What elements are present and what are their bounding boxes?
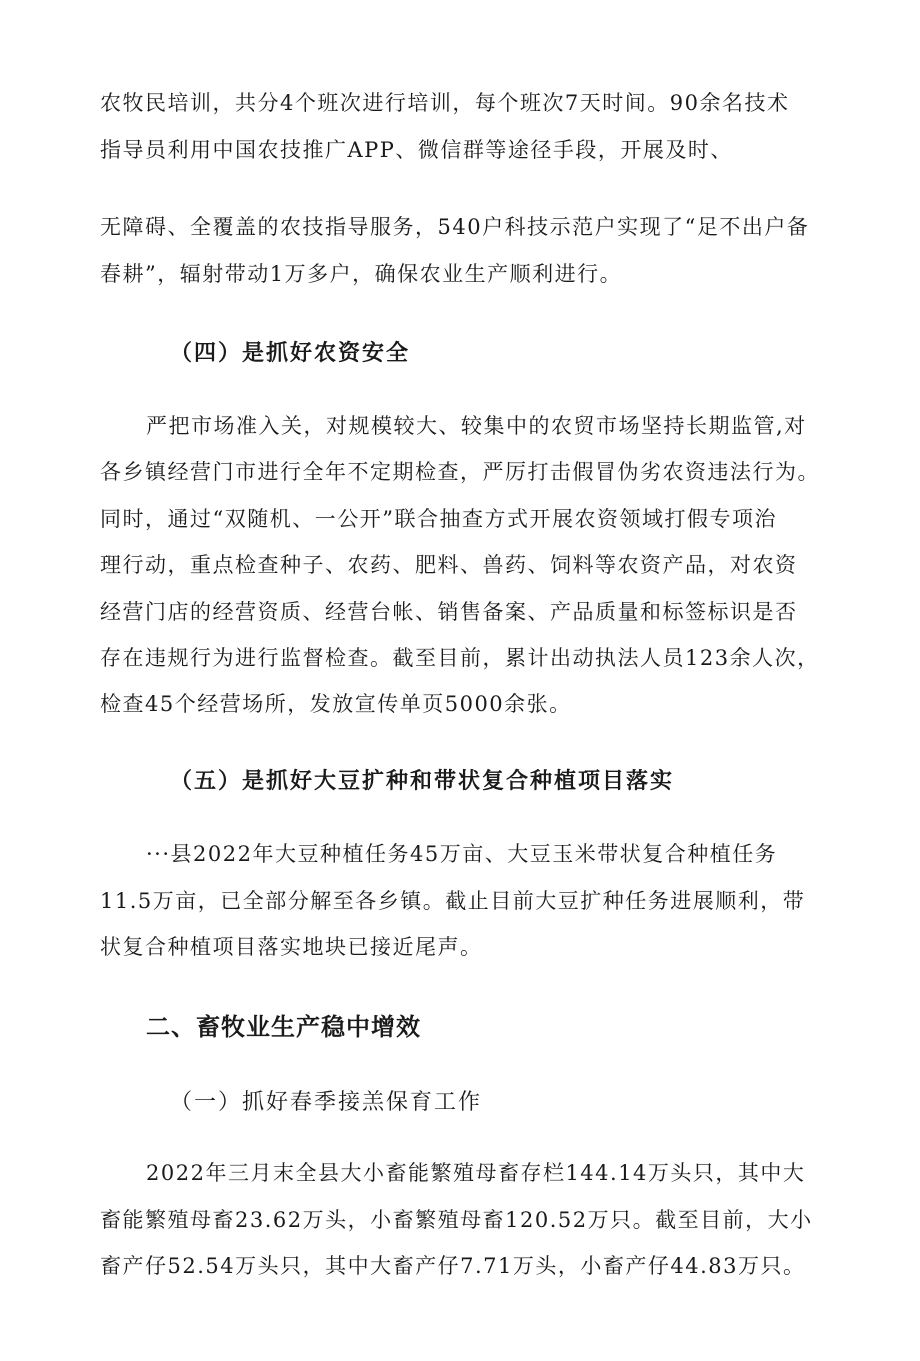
paragraph-line: 指导员利用中国农技推广APP、微信群等途径手段，开展及时、 xyxy=(100,138,733,162)
paragraph-line: 同时，通过“双随机、一公开”联合抽查方式开展农资领域打假专项治 xyxy=(100,507,777,531)
paragraph-line: 畜产仔52.54万头只，其中大畜产仔7.71万头，小畜产仔44.83万只。 xyxy=(100,1254,806,1278)
paragraph-line: 理行动，重点检查种子、农药、肥料、兽药、饲料等农资产品，对农资 xyxy=(100,553,798,577)
paragraph-line: 存在违规行为进行监督检查。截至目前，累计出动执法人员123余人次， xyxy=(100,646,820,670)
paragraph-line: 畜能繁殖母畜23.62万头，小畜繁殖母畜120.52万只。截至目前，大小 xyxy=(100,1208,813,1232)
paragraph-line: 各乡镇经营门市进行全年不定期检查，严厉打击假冒伪劣农资违法行为。 xyxy=(100,460,820,484)
paragraph-line: 11.5万亩，已全部分解至各乡镇。截止目前大豆扩种任务进展顺利，带 xyxy=(100,889,806,913)
paragraph-line: 无障碍、全覆盖的农技指导服务，540户科技示范户实现了“足不出户备 xyxy=(100,215,810,239)
paragraph-line: 2022年三月末全县大小畜能繁殖母畜存栏144.14万头只，其中大 xyxy=(146,1161,806,1185)
paragraph-line: 春耕”，辐射带动1万多户，确保农业生产顺利进行。 xyxy=(100,262,623,286)
subheading-four: （四）是抓好农资安全 xyxy=(170,340,411,366)
paragraph-line: 经营门店的经营资质、经营台帐、销售备案、产品质量和标签标识是否 xyxy=(100,600,798,624)
paragraph-line: 检查45个经营场所，发放宣传单页5000余张。 xyxy=(100,692,572,716)
section-heading: 二、畜牧业生产稳中增效 xyxy=(146,1013,421,1041)
paragraph-line: 严把市场准入关，对规模较大、较集中的农贸市场坚持长期监管,对 xyxy=(146,414,807,438)
subheading-five: （五）是抓好大豆扩种和带状复合种植项目落实 xyxy=(170,768,675,794)
paragraph-line: ···县2022年大豆种植任务45万亩、大豆玉米带状复合种植任务 xyxy=(146,842,778,866)
paragraph-line: 状复合种植项目落实地块已接近尾声。 xyxy=(100,935,483,959)
subheading-one: （一）抓好春季接羔保育工作 xyxy=(170,1090,483,1115)
paragraph-line: 农牧民培训，共分4个班次进行培训，每个班次7天时间。90余名技术 xyxy=(100,91,790,115)
